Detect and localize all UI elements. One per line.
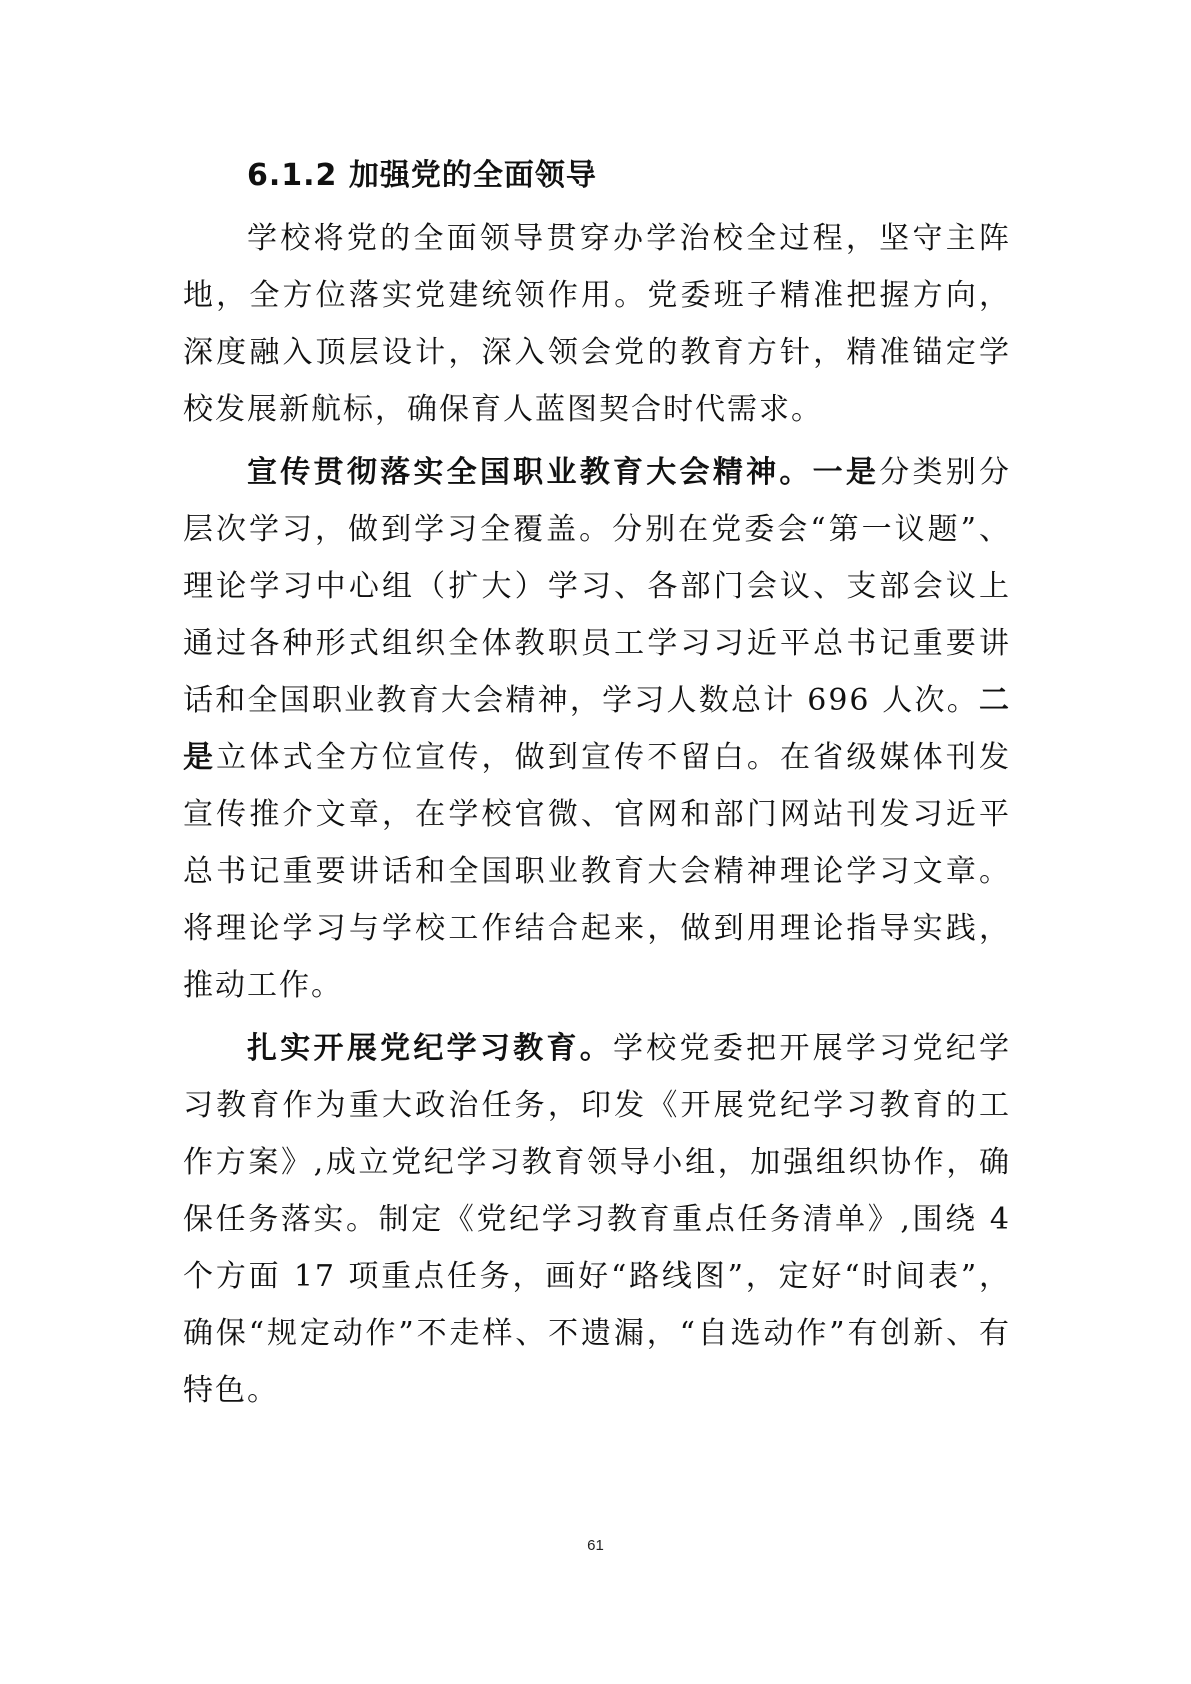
discipline-lead: 扎实开展党纪学习教育。 xyxy=(247,1031,613,1066)
page-content xyxy=(183,152,1011,1419)
point-one-text: 分类别分层次学习，做到学习全覆盖。分别在党委会“第一议题”、理论学习中心组（扩大）学习、各部门会议、支部会议上通过各种形式组织全体教职员工学习习近平总书记重要讲话和全国职业教育大会精神，学习人数总计 696 人次。 xyxy=(183,455,1012,718)
intro-paragraph: 学校将党的全面领导贯穿办学治校全过程，坚守主阵地，全方位落实党建统领作用。党委班子精准把握方向，深度融入顶层设计，深入领会党的教育方针，精准锚定学校发展新航标，确保育人蓝图契合时代需求。 xyxy=(183,221,1011,427)
page-number: 61 xyxy=(587,1537,604,1554)
point-two-label: 二是 xyxy=(183,683,1011,775)
discipline-paragraph xyxy=(183,1020,1011,1419)
publicity-paragraph xyxy=(183,444,1011,1014)
discipline-text: 学校党委把开展学习党纪学习教育作为重大政治任务，印发《开展党纪学习教育的工作方案》,成立党纪学习教育领导小组，加强组织协作，确保任务落实。制定《党纪学习教育重点任务清单》,围绕 4 个方面 17 项重点任务，画好“路线图”，定好“时间表”，确保“规定动作”不走样、不遗漏，“自选动作”有创新、有特色。 xyxy=(183,1031,1011,1408)
point-one-label: 一是 xyxy=(812,455,880,490)
publicity-lead: 宣传贯彻落实全国职业教育大会精神。 xyxy=(247,455,813,490)
point-two-text: 立体式全方位宣传，做到宣传不留白。在省级媒体刊发宣传推介文章，在学校官微、官网和部门网站刊发习近平总书记重要讲话和全国职业教育大会精神理论学习文章。将理论学习与学校工作结合起来，做到用理论指导实践，推动工作。 xyxy=(183,740,1012,1003)
section-heading: 6.1.2 加强党的全面领导 xyxy=(247,158,597,193)
